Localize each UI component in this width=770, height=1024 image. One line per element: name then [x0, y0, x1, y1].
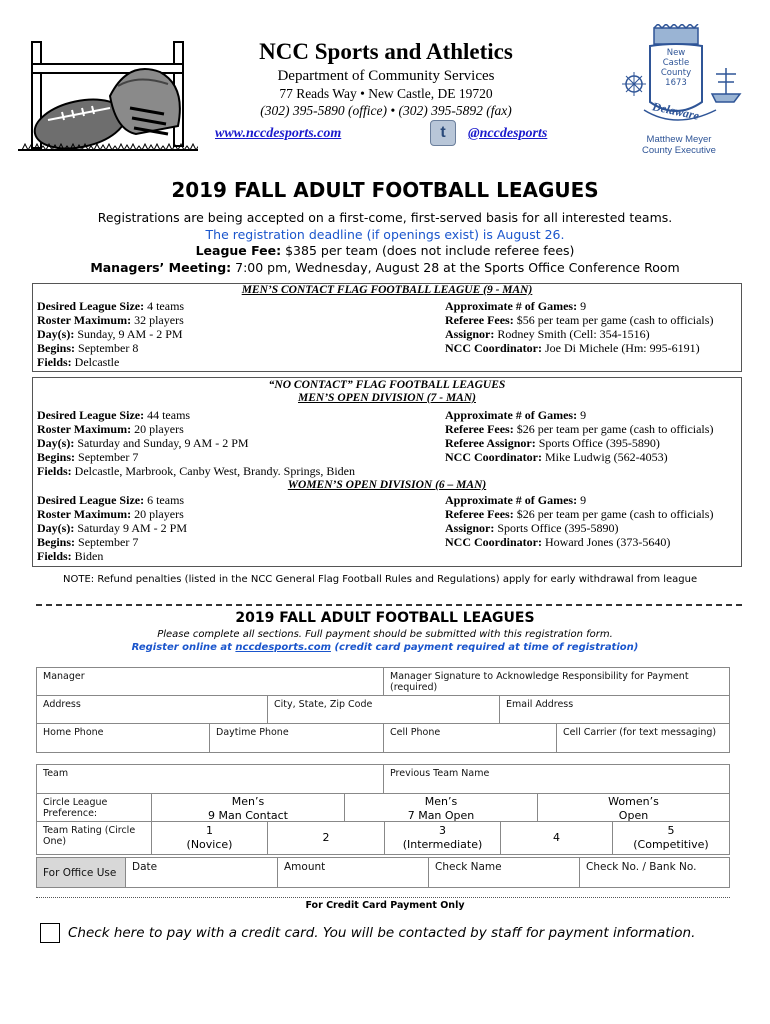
phone-line: (302) 395-5890 (office) • (302) 395-5892 (fax)	[260, 103, 512, 118]
fee-line	[0, 243, 770, 260]
dept-name: Department of Community Services	[277, 68, 495, 84]
home-phone-field[interactable]: Home Phone	[36, 723, 210, 753]
rating-3-num: 3	[439, 824, 446, 837]
women-right-3: NCC Coordinator: Howard Jones (373-5640)	[445, 535, 671, 549]
rating-5-num: 5	[667, 824, 675, 837]
league-opt-1-line2: 9 Man Contact	[208, 809, 288, 822]
form-instructions: Please complete all sections. Full payment should be submitted with this registration form.	[157, 629, 613, 640]
org-name: NCC Sports and Athletics	[259, 39, 513, 64]
manager-signature-field[interactable]: Manager Signature to Acknowledge Responsibility for Payment (required)	[383, 667, 730, 696]
cc-only-label: For Credit Card Payment Only	[305, 900, 465, 911]
contact-right-3: NCC Coordinator: Joe Di Michele (Hm: 995-6191)	[445, 341, 700, 355]
contact-left-3: Begins: September 8	[37, 341, 139, 355]
meeting-text: 7:00 pm, Wednesday, August 28 at the Sports Office Conference Room	[235, 259, 680, 275]
women-left-3: Begins: September 7	[37, 535, 139, 549]
office-amount-field[interactable]: Amount	[277, 857, 429, 888]
contact-left-2: Day(s): Sunday, 9 AM - 2 PM	[37, 327, 183, 341]
page-title: 2019 FALL ADULT FOOTBALL LEAGUES	[171, 178, 599, 202]
circle-league-label: Circle League Preference:	[36, 793, 152, 822]
contact-right-1: Referee Fees: $56 per team per game (cash to officials)	[445, 313, 714, 327]
men-right-1: Referee Fees: $26 per team per game (cash to officials)	[445, 422, 714, 436]
office-check-name-field[interactable]: Check Name	[428, 857, 580, 888]
rating-3-desc: (Intermediate)	[402, 838, 483, 851]
cell-phone-field[interactable]: Cell Phone	[383, 723, 557, 753]
team-rating-label: Team Rating (Circle One)	[36, 821, 152, 855]
league-opt-2-line2: 7 Man Open	[407, 809, 475, 822]
contact-left-0: Desired League Size: 4 teams	[37, 299, 185, 313]
form-title: 2019 FALL ADULT FOOTBALL LEAGUES	[235, 610, 535, 626]
intro-line: Registrations are being accepted on a first-come, first-served basis for all interested teams.	[97, 210, 673, 225]
seal-text-2: Castle	[662, 58, 690, 68]
previous-team-field[interactable]: Previous Team Name	[383, 764, 730, 794]
men-left-4: Fields: Delcastle, Marbrook, Canby West, Brandy. Springs, Biden	[37, 464, 355, 478]
men-left-2: Day(s): Saturday and Sunday, 9 AM - 2 PM	[37, 436, 249, 450]
rating-1-num: 1	[206, 824, 213, 837]
seal-text-1: New	[666, 48, 686, 58]
contact-left-1: Roster Maximum: 32 players	[37, 313, 184, 327]
mens-open-heading: MEN’S OPEN DIVISION (7 - MAN)	[298, 392, 476, 404]
meeting-label: Managers’ Meeting:	[90, 259, 232, 275]
manager-field[interactable]: Manager	[36, 667, 384, 696]
league-opt-1-line1: Men’s	[231, 795, 265, 808]
football-logo	[18, 38, 198, 158]
women-right-2: Assignor: Sports Office (395-5890)	[445, 521, 619, 535]
no-contact-heading: “NO CONTACT” FLAG FOOTBALL LEAGUES	[268, 379, 506, 391]
cc-divider	[36, 897, 730, 898]
team-field[interactable]: Team	[36, 764, 384, 794]
rating-1-desc: (Novice)	[186, 838, 233, 851]
credit-card-check-text: Check here to pay with a credit card. You will be contacted by staff for payment information.	[68, 925, 696, 941]
office-date-field[interactable]: Date	[125, 857, 278, 888]
league-opt-2-line1: Men’s	[424, 795, 458, 808]
women-left-2: Day(s): Saturday 9 AM - 2 PM	[37, 521, 187, 535]
twitter-icon[interactable]: t	[430, 120, 456, 146]
exec-name: Matthew Meyer	[646, 134, 712, 145]
address-field[interactable]: Address	[36, 695, 268, 724]
deadline-line: The registration deadline (if openings exist) is August 26.	[205, 226, 565, 242]
email-field[interactable]: Email Address	[499, 695, 730, 724]
office-check-no-field[interactable]: Check No. / Bank No.	[579, 857, 730, 888]
women-right-1: Referee Fees: $26 per team per game (cash to officials)	[445, 507, 714, 521]
register-link[interactable]: nccdesports.com	[235, 642, 331, 653]
address-line: 77 Reads Way • New Castle, DE 19720	[279, 86, 493, 101]
website-link[interactable]: www.nccdesports.com	[215, 126, 342, 141]
fee-text: $385 per team (does not include referee fees)	[285, 243, 575, 258]
men-right-2: Referee Assignor: Sports Office (395-5890)	[445, 436, 660, 450]
office-use-label: For Office Use	[36, 857, 126, 888]
contact-right-0: Approximate # of Games: 9	[445, 299, 587, 313]
men-left-3: Begins: September 7	[37, 450, 139, 464]
men-left-0: Desired League Size: 44 teams	[37, 408, 191, 422]
women-left-0: Desired League Size: 6 teams	[37, 493, 185, 507]
exec-title: County Executive	[642, 145, 716, 156]
register-online-line: Register online at nccdesports.com (credit card payment required at time of registration)	[131, 642, 639, 653]
contact-league-heading: MEN’S CONTACT FLAG FOOTBALL LEAGUE (9 - MAN)	[241, 284, 533, 296]
women-right-0: Approximate # of Games: 9	[445, 493, 587, 507]
seal-text-3: County	[660, 68, 692, 78]
seal-text-4: 1673	[665, 78, 687, 88]
seal-text-5: Delaware	[651, 99, 701, 123]
contact-left-4: Fields: Delcastle	[37, 355, 120, 369]
cell-carrier-field[interactable]: Cell Carrier (for text messaging)	[556, 723, 730, 753]
women-left-4: Fields: Biden	[37, 549, 104, 563]
contact-right-2: Assignor: Rodney Smith (Cell: 354-1516)	[445, 327, 650, 341]
cut-line	[36, 604, 742, 606]
rating-4-num: 4	[553, 831, 560, 844]
men-right-0: Approximate # of Games: 9	[445, 408, 587, 422]
meeting-line	[0, 260, 770, 277]
twitter-handle[interactable]: @nccdesports	[468, 126, 548, 141]
rating-2-num: 2	[322, 831, 330, 844]
women-left-1: Roster Maximum: 20 players	[37, 507, 184, 521]
credit-card-checkbox[interactable]	[40, 923, 60, 943]
league-opt-3-line2: Open	[618, 809, 649, 822]
city-state-zip-field[interactable]: City, State, Zip Code	[267, 695, 500, 724]
fee-label: League Fee:	[195, 243, 282, 258]
league-opt-3-line1: Women’s	[608, 795, 659, 808]
daytime-phone-field[interactable]: Daytime Phone	[209, 723, 384, 753]
rating-5-desc: (Competitive)	[633, 838, 709, 851]
men-left-1: Roster Maximum: 20 players	[37, 422, 184, 436]
refund-note: NOTE: Refund penalties (listed in the NCC General Flag Football Rules and Regulations) apply for early withdrawal from league	[63, 574, 698, 585]
men-right-3: NCC Coordinator: Mike Ludwig (562-4053)	[445, 450, 668, 464]
womens-open-heading: WOMEN’S OPEN DIVISION (6 – MAN)	[287, 479, 487, 491]
